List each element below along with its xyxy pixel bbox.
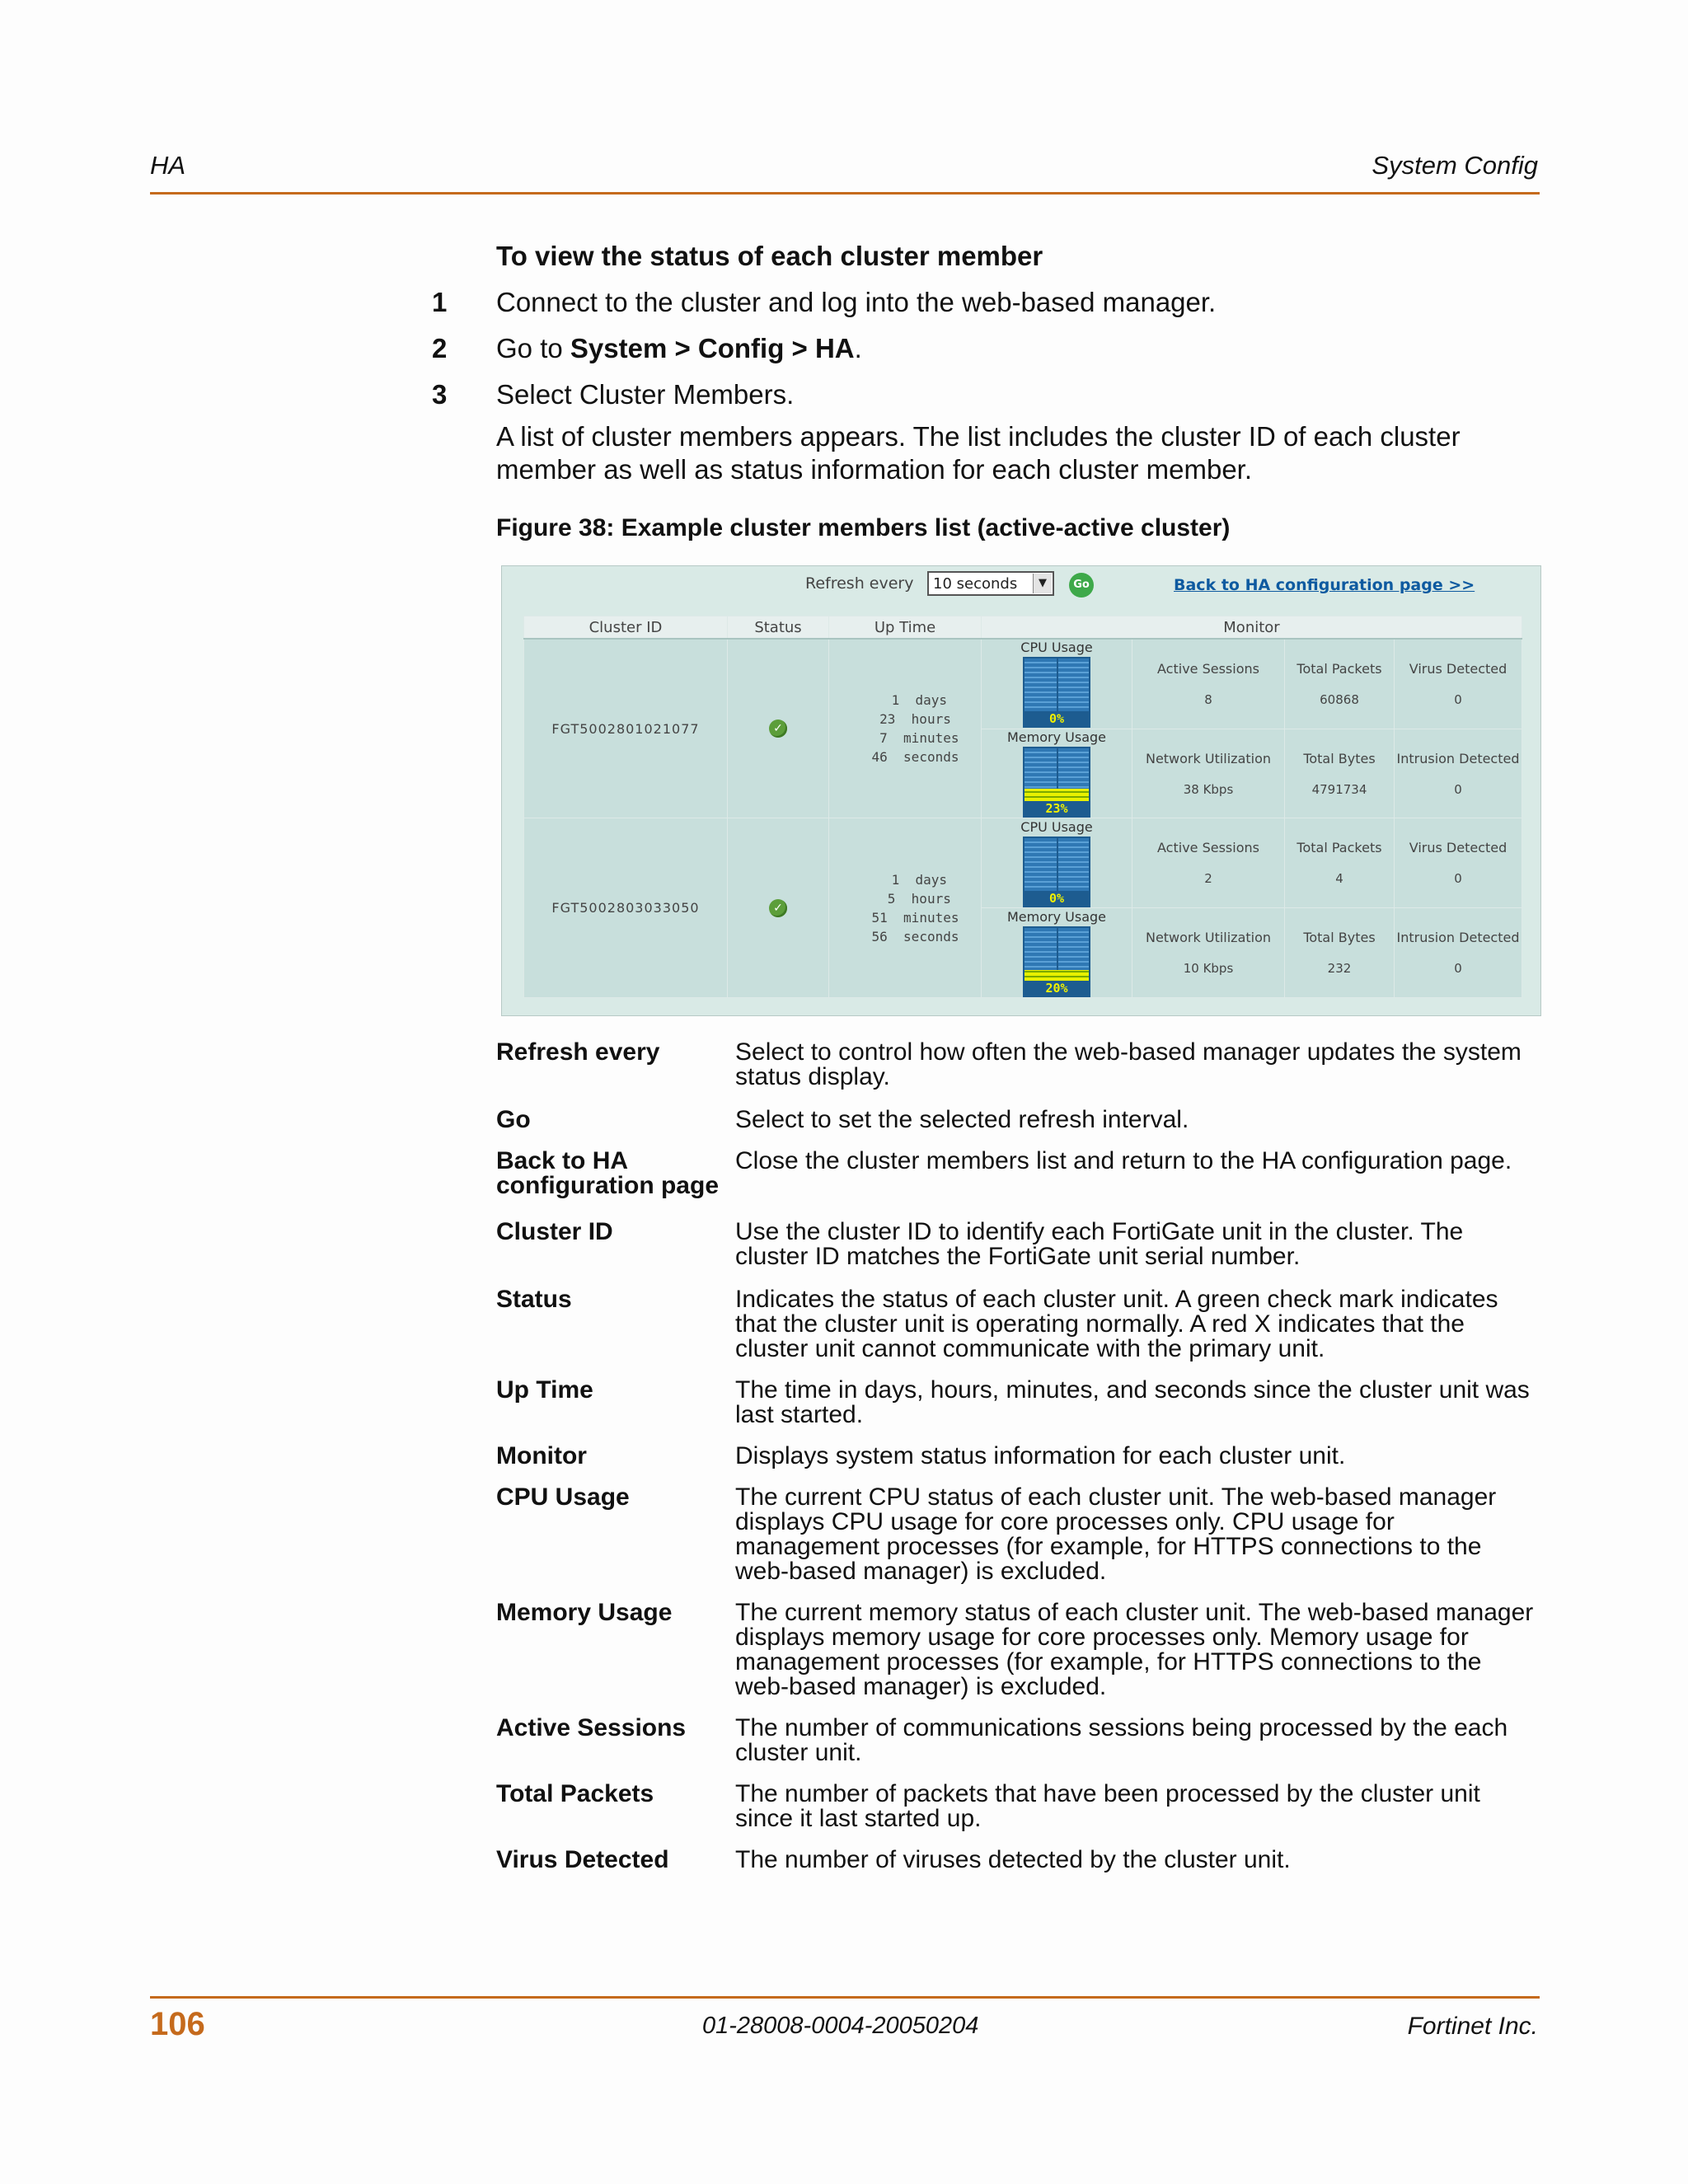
col-monitor: Monitor — [982, 616, 1522, 640]
memory-usage-percent: 23% — [1025, 801, 1089, 816]
active-sessions-value: 8 — [1204, 691, 1212, 707]
definition-term: Up Time — [496, 1376, 593, 1404]
menu-path: System > Config > HA — [570, 333, 855, 363]
col-cluster-id: Cluster ID — [524, 616, 728, 640]
cpu-usage-cell — [982, 818, 1132, 908]
active-sessions-label: Active Sessions — [1157, 840, 1259, 856]
virus-detected-label: Virus Detected — [1409, 660, 1507, 677]
step-3-description: A list of cluster members appears. The list includes the cluster ID of each cluster member as well as status information for each cluster member. — [496, 421, 1461, 485]
step-text — [496, 333, 862, 364]
step-number: 3 — [432, 379, 448, 410]
definition-term: Virus Detected — [496, 1846, 669, 1873]
back-to-ha-config-link[interactable]: Back to HA configuration page >> — [1174, 576, 1475, 594]
definition-description: Select to set the selected refresh interval. — [735, 1106, 1189, 1133]
cluster-id-cell: FGT5002803033050 — [524, 818, 728, 998]
refresh-toolbar — [502, 566, 1540, 602]
total-bytes-value: 232 — [1327, 961, 1352, 977]
memory-usage-percent: 20% — [1025, 981, 1089, 996]
go-button[interactable]: Go — [1069, 573, 1094, 598]
virus-detected-cell — [1395, 639, 1522, 729]
definition-term: Refresh every — [496, 1038, 660, 1066]
network-utilization-cell — [1132, 729, 1285, 818]
page-number: 106 — [150, 2006, 205, 2042]
definition-description: The number of packets that have been processed by the cluster unit since it last started up. — [735, 1780, 1480, 1832]
refresh-interval-select[interactable] — [927, 571, 1054, 596]
cpu-usage-percent: 0% — [1025, 891, 1089, 906]
active-sessions-cell — [1132, 818, 1285, 908]
definition-term: Memory Usage — [496, 1599, 673, 1626]
memory-usage-label: Memory Usage — [1006, 908, 1106, 925]
total-packets-label: Total Packets — [1296, 840, 1382, 856]
intrusion-label: Intrusion Detected — [1396, 750, 1520, 766]
refresh-interval-value: 10 seconds — [933, 575, 1018, 593]
status-cell — [728, 639, 829, 818]
definition-description: Use the cluster ID to identify each FortiGate unit in the cluster. The cluster ID matches the FortiGate unit serial number. — [735, 1218, 1464, 1270]
total-packets-value: 4 — [1335, 871, 1343, 887]
step-text-post: . — [854, 333, 862, 363]
uptime-cell: 1 days 23 hours 7 minutes 46 seconds — [829, 639, 982, 818]
total-packets-value: 60868 — [1320, 691, 1359, 707]
total-bytes-cell — [1285, 908, 1395, 998]
definition-description: Select to control how often the web-based manager updates the system status display. — [735, 1038, 1522, 1090]
definition-description: The number of viruses detected by the cluster unit. — [735, 1846, 1291, 1873]
step-number: 2 — [432, 333, 448, 363]
memory-usage-label: Memory Usage — [1006, 729, 1106, 746]
definition-term: Monitor — [496, 1442, 587, 1469]
cpu-usage-meter — [1023, 657, 1090, 728]
cluster-members-table — [523, 616, 1522, 998]
memory-usage-fill — [1025, 789, 1089, 801]
step-text-pre: Go to — [496, 333, 570, 363]
memory-usage-cell — [982, 908, 1132, 998]
cluster-members-screenshot — [501, 565, 1541, 1016]
document-id: 01-28008-0004-20050204 — [702, 2013, 979, 2039]
virus-detected-cell — [1395, 818, 1522, 908]
total-bytes-label: Total Bytes — [1303, 930, 1376, 946]
virus-detected-value: 0 — [1454, 691, 1462, 707]
active-sessions-value: 2 — [1204, 871, 1212, 887]
procedure-heading: To view the status of each cluster member — [496, 241, 1043, 271]
col-up-time: Up Time — [829, 616, 982, 640]
total-bytes-cell — [1285, 729, 1395, 818]
step-text: Select Cluster Members. — [496, 379, 795, 410]
definition-description: Indicates the status of each cluster unit. A green check mark indicates that the cluster unit is operating normally. A red X indicates that the cluster unit cannot communicate with the primary unit. — [735, 1286, 1498, 1362]
definition-description: The number of communications sessions being processed by the each cluster unit. — [735, 1714, 1508, 1766]
definition-term: Cluster ID — [496, 1218, 613, 1245]
header-rule — [150, 192, 1540, 194]
virus-detected-label: Virus Detected — [1409, 840, 1507, 856]
active-sessions-cell — [1132, 639, 1285, 729]
green-check-icon: ✓ — [769, 899, 787, 917]
total-bytes-value: 4791734 — [1311, 781, 1367, 797]
cpu-usage-label: CPU Usage — [1020, 640, 1093, 656]
step-number: 1 — [432, 287, 448, 317]
definition-term: Status — [496, 1286, 572, 1313]
col-status: Status — [728, 616, 829, 640]
total-packets-label: Total Packets — [1296, 660, 1382, 677]
intrusion-value: 0 — [1454, 781, 1462, 797]
intrusion-detected-cell — [1395, 908, 1522, 998]
intrusion-value: 0 — [1454, 961, 1462, 977]
intrusion-detected-cell — [1395, 729, 1522, 818]
network-util-label: Network Utilization — [1145, 930, 1272, 946]
cluster-id-cell: FGT5002801021077 — [524, 639, 728, 818]
footer-rule — [150, 1996, 1540, 1999]
definition-term: CPU Usage — [496, 1483, 630, 1511]
table-header-row — [524, 616, 1522, 640]
header-chapter-title: System Config — [1372, 151, 1538, 180]
definition-description: The time in days, hours, minutes, and seconds since the cluster unit was last started. — [735, 1376, 1530, 1428]
memory-usage-fill — [1025, 970, 1089, 981]
table-row — [524, 818, 1522, 908]
network-util-value: 38 Kbps — [1183, 781, 1234, 797]
network-util-value: 10 Kbps — [1183, 961, 1234, 977]
definition-term: Active Sessions — [496, 1714, 687, 1741]
virus-detected-value: 0 — [1454, 871, 1462, 887]
header-section-title: HA — [150, 151, 186, 180]
network-utilization-cell — [1132, 908, 1285, 998]
chevron-down-icon[interactable]: ▼ — [1033, 574, 1052, 593]
status-cell — [728, 818, 829, 998]
active-sessions-label: Active Sessions — [1157, 660, 1259, 677]
cpu-usage-meter — [1023, 837, 1090, 907]
definition-description: The current CPU status of each cluster unit. The web-based manager displays CPU usage for core processes only. CPU usage for management processes (for example, for HTTPS connections to the web-based manager) is excluded. — [735, 1483, 1497, 1585]
cpu-usage-cell — [982, 639, 1132, 729]
cpu-usage-label: CPU Usage — [1020, 818, 1093, 835]
definition-description: Displays system status information for each cluster unit. — [735, 1442, 1346, 1469]
green-check-icon: ✓ — [769, 719, 787, 738]
network-util-label: Network Utilization — [1145, 750, 1272, 766]
total-packets-cell — [1285, 639, 1395, 729]
total-bytes-label: Total Bytes — [1303, 750, 1376, 766]
uptime-cell: 1 days 5 hours 51 minutes 56 seconds — [829, 818, 982, 998]
memory-usage-cell — [982, 729, 1132, 818]
definition-term: Total Packets — [496, 1780, 654, 1807]
total-packets-cell — [1285, 818, 1395, 908]
company-name: Fortinet Inc. — [1407, 2013, 1538, 2040]
definition-term: Back to HA configuration page — [496, 1147, 719, 1199]
intrusion-label: Intrusion Detected — [1396, 930, 1520, 946]
table-row — [524, 639, 1522, 729]
step-text: Connect to the cluster and log into the web-based manager. — [496, 287, 1217, 317]
definition-term: Go — [496, 1106, 531, 1133]
definition-description: The current memory status of each cluster unit. The web-based manager displays memory usage for core processes only. Memory usage for management processes (for example, for HTTPS connections to the web-based manager) is excluded. — [735, 1599, 1534, 1700]
definition-description: Close the cluster members list and return to the HA configuration page. — [735, 1147, 1512, 1174]
memory-usage-meter — [1023, 926, 1090, 997]
cpu-usage-percent: 0% — [1025, 711, 1089, 726]
figure-caption: Figure 38: Example cluster members list (active-active cluster) — [496, 514, 1231, 541]
refresh-label: Refresh every — [805, 574, 914, 593]
memory-usage-meter — [1023, 747, 1090, 818]
